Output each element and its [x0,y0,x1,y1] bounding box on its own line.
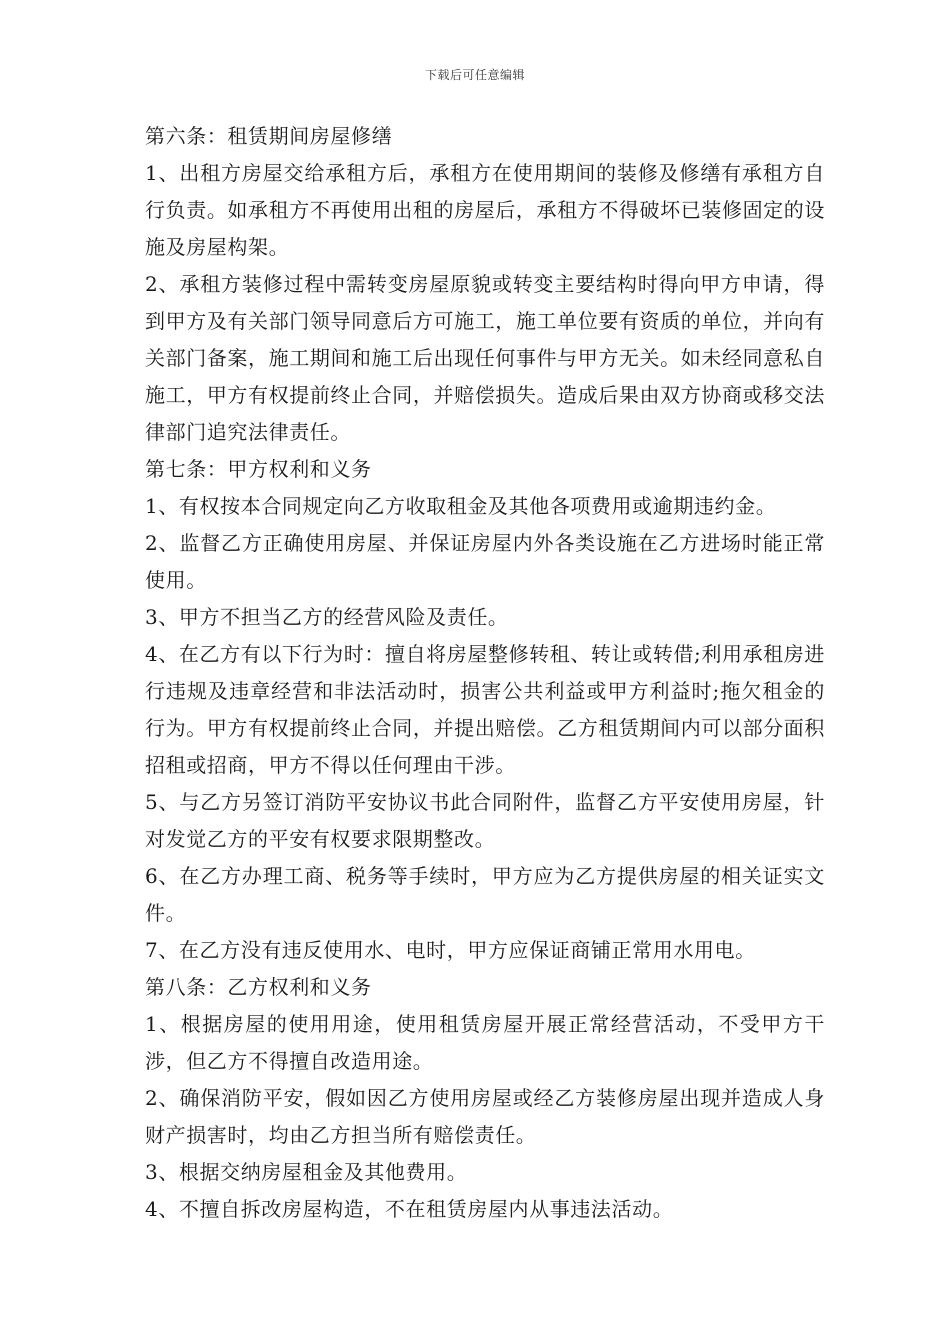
page-header: 下载后可任意编辑 [424,68,525,82]
section-7-item-4: 4、在乙方有以下行为时：擅自将房屋整修转租、转让或转借;利用承租房进行违规及违章经营和非法活动时，损害公共利益或甲方利益时;拖欠租金的行为。甲方有权提前终止合同，并提出赔偿。乙方租赁期间内可以部分面积招租或招商，甲方不得以任何理由干涉。 [145,642,825,777]
section-7-item-7: 7、在乙方没有违反使用水、电时，甲方应保证商铺正常用水用电。 [145,938,756,962]
section-7-item-5: 5、与乙方另签订消防平安协议书此合同附件，监督乙方平安使用房屋，针对发觉乙方的平安有权要求限期整改。 [145,790,825,851]
section-7-heading: 第七条：甲方权利和义务 [145,457,372,481]
section-8-item-4: 4、不擅自拆改房屋构造，不在租赁房屋内从事违法活动。 [145,1197,674,1221]
document-body [145,118,825,1228]
section-8-item-1: 1、根据房屋的使用用途，使用租赁房屋开展正常经营活动，不受甲方干涉，但乙方不得擅自改造用途。 [145,1012,825,1073]
section-6-item-1: 1、出租方房屋交给承租方后，承租方在使用期间的装修及修缮有承租方自行负责。如承租方不再使用出租的房屋后，承租方不得破坏已装修固定的设施及房屋构架。 [145,161,825,259]
section-7-item-3: 3、甲方不担当乙方的经营风险及责任。 [145,605,509,629]
section-7-item-2: 2、监督乙方正确使用房屋、并保证房屋内外各类设施在乙方进场时能正常使用。 [145,531,825,592]
section-7-item-1: 1、有权按本合同规定向乙方收取租金及其他各项费用或逾期违约金。 [145,494,777,518]
section-8-item-3: 3、根据交纳房屋租金及其他费用。 [145,1160,468,1184]
section-8-item-2: 2、确保消防平安，假如因乙方使用房屋或经乙方装修房屋出现并造成人身财产损害时，均由乙方担当所有赔偿责任。 [145,1086,825,1147]
section-7-item-6: 6、在乙方办理工商、税务等手续时，甲方应为乙方提供房屋的相关证实文件。 [145,864,825,925]
section-8-heading: 第八条：乙方权利和义务 [145,975,372,999]
section-6-heading: 第六条：租赁期间房屋修缮 [145,124,393,148]
section-6-item-2: 2、承租方装修过程中需转变房屋原貌或转变主要结构时得向甲方申请，得到甲方及有关部门领导同意后方可施工，施工单位要有资质的单位，并向有关部门备案，施工期间和施工后出现任何事件与甲方无关。如未经同意私自施工，甲方有权提前终止合同，并赔偿损失。造成后果由双方协商或移交法律部门追究法律责任。 [145,272,825,444]
